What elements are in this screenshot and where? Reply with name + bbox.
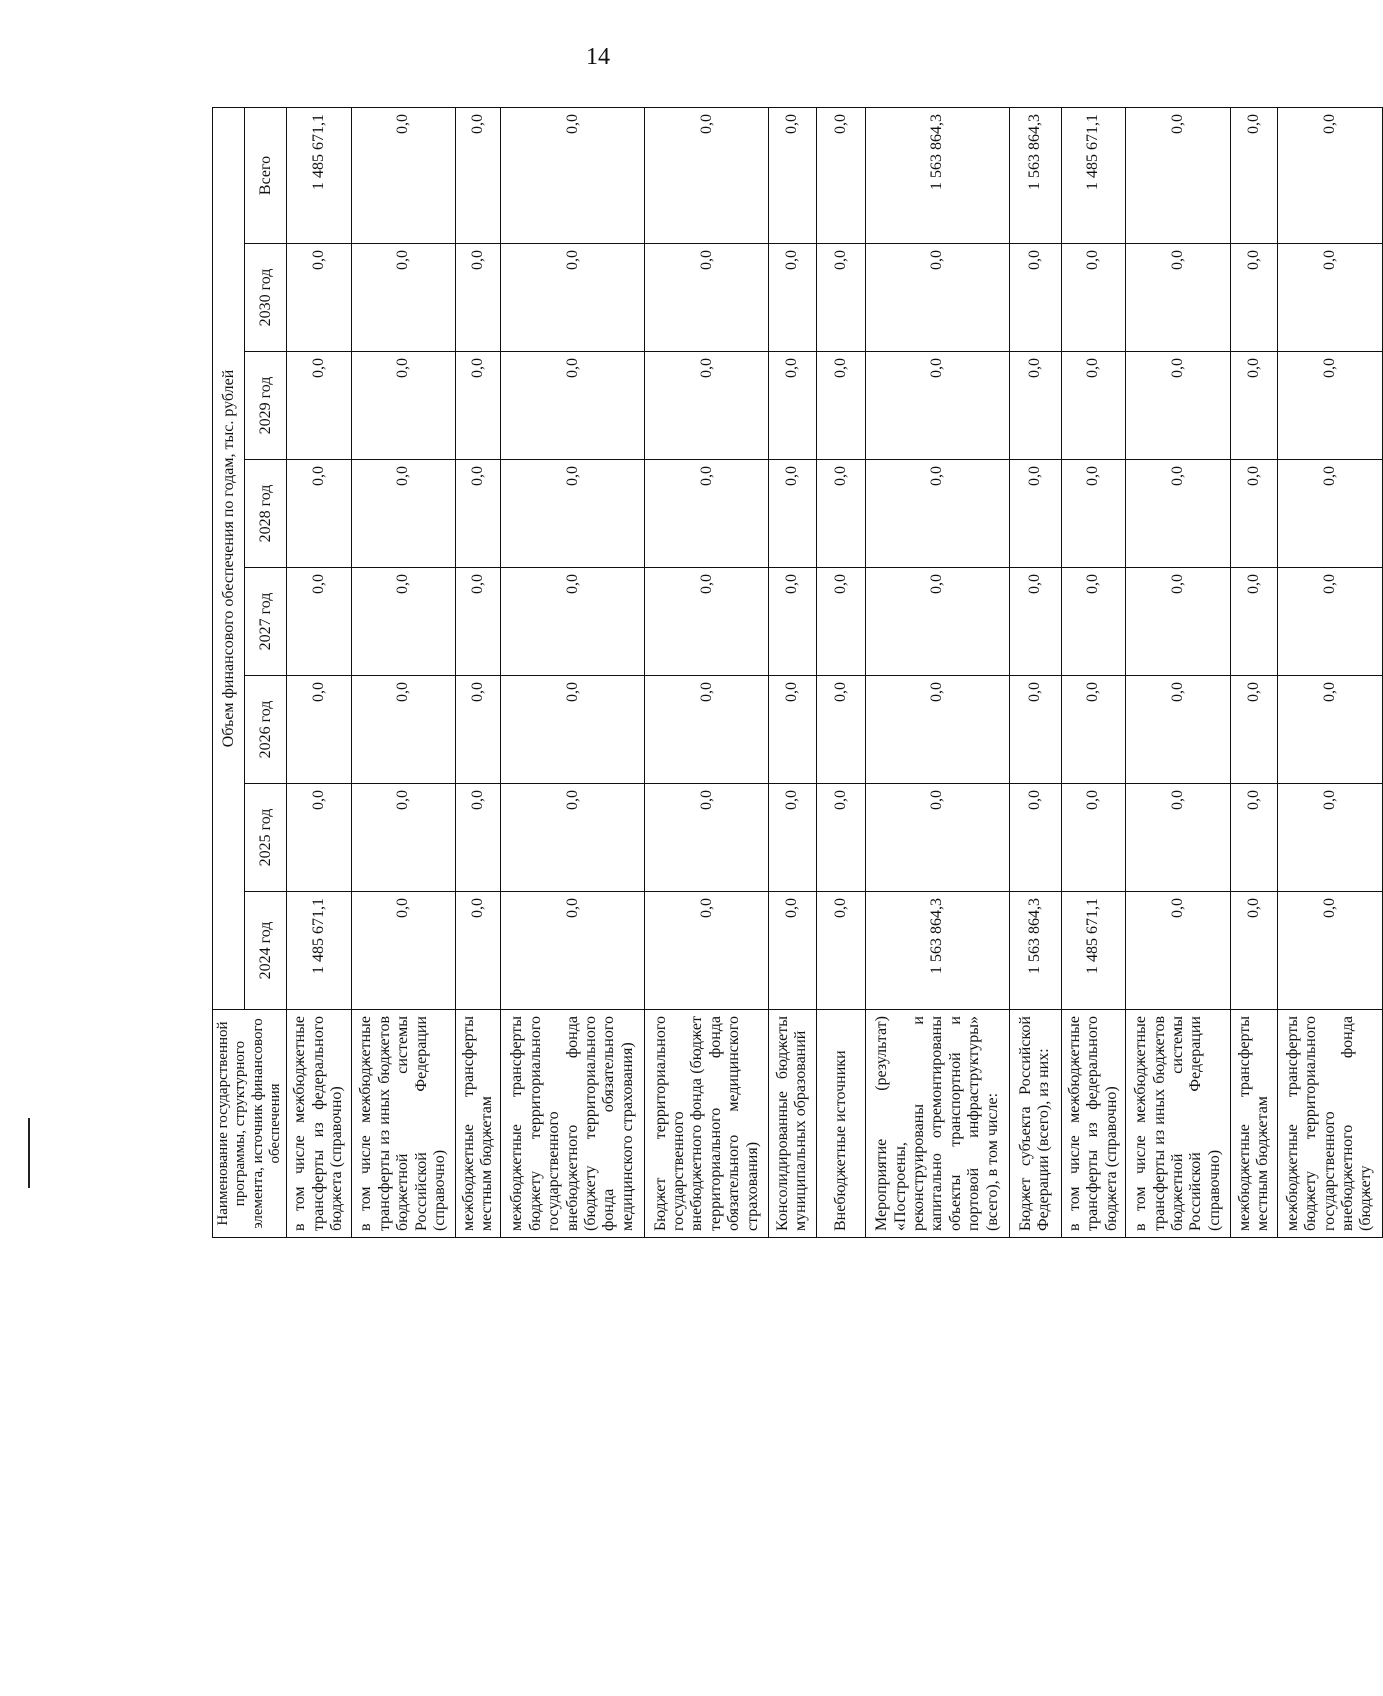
header-year-2028: 2028 год: [245, 460, 287, 568]
row-value: 0,0: [769, 676, 816, 784]
header-year-2027: 2027 год: [245, 568, 287, 676]
row-value: 0,0: [1230, 784, 1277, 892]
table-row: [1126, 107, 1230, 1237]
row-value: 0,0: [645, 352, 769, 460]
row-value: 0,0: [456, 784, 501, 892]
row-value: 0,0: [287, 352, 352, 460]
row-value: 0,0: [866, 352, 1010, 460]
row-value: 0,0: [456, 107, 501, 243]
row-value: 1 485 671,1: [287, 107, 352, 243]
row-value: 0,0: [645, 460, 769, 568]
row-value: 0,0: [769, 107, 816, 243]
row-value: 0,0: [1010, 352, 1062, 460]
row-value: 0,0: [351, 892, 455, 1010]
row-value: 0,0: [351, 676, 455, 784]
table-row: [1061, 107, 1126, 1237]
row-value: 0,0: [1230, 676, 1277, 784]
row-value: 0,0: [816, 892, 866, 1010]
row-value: 0,0: [816, 568, 866, 676]
row-value: 0,0: [866, 244, 1010, 352]
row-value: 0,0: [351, 460, 455, 568]
row-value: 0,0: [351, 568, 455, 676]
row-value: 0,0: [1061, 460, 1126, 568]
row-value: 0,0: [456, 676, 501, 784]
row-value: 0,0: [1010, 676, 1062, 784]
row-value: 0,0: [1278, 676, 1382, 784]
row-value: 0,0: [816, 784, 866, 892]
row-name: межбюджетные трансферты бюджету территориального государственного внебюджетного фонда (бюджету: [1278, 1010, 1382, 1238]
row-value: 0,0: [645, 892, 769, 1010]
row-name: в том числе межбюджетные трансферты из федерального бюджета (справочно): [287, 1010, 352, 1238]
row-value: 0,0: [1061, 352, 1126, 460]
row-value: 0,0: [351, 784, 455, 892]
row-value: 0,0: [1278, 352, 1382, 460]
row-value: 0,0: [456, 460, 501, 568]
row-value: 0,0: [1010, 784, 1062, 892]
row-value: 0,0: [287, 460, 352, 568]
header-year-total: Всего: [245, 107, 287, 243]
row-value: 0,0: [1230, 107, 1277, 243]
row-value: 0,0: [1126, 460, 1230, 568]
row-value: 0,0: [501, 460, 645, 568]
row-value: 0,0: [501, 676, 645, 784]
row-value: 0,0: [287, 784, 352, 892]
table-row: [645, 107, 769, 1237]
row-value: 0,0: [1061, 676, 1126, 784]
row-value: 0,0: [816, 244, 866, 352]
row-value: 0,0: [456, 352, 501, 460]
row-value: 0,0: [1126, 892, 1230, 1010]
row-value: 0,0: [501, 352, 645, 460]
row-value: 1 563 864,3: [866, 892, 1010, 1010]
row-value: 0,0: [1126, 244, 1230, 352]
rotated-table-container: [212, 108, 1375, 1238]
row-value: 0,0: [1230, 352, 1277, 460]
row-value: 0,0: [816, 676, 866, 784]
row-name: межбюджетные трансферты местным бюджетам: [1230, 1010, 1277, 1238]
table-row: [1278, 107, 1382, 1237]
row-value: 0,0: [1010, 460, 1062, 568]
row-name: в том числе межбюджетные трансферты из иных бюджетов бюджетной системы Российской Федерации (справочно): [351, 1010, 455, 1238]
row-value: 0,0: [287, 244, 352, 352]
row-value: 0,0: [769, 244, 816, 352]
header-year-2026: 2026 год: [245, 676, 287, 784]
table-row: [456, 107, 501, 1237]
row-value: 0,0: [456, 244, 501, 352]
row-name: Внебюджетные источники: [816, 1010, 866, 1238]
row-name: Бюджет территориального государственного внебюджетного фонда (бюджет территориального фонда обязательного медицинского страхования): [645, 1010, 769, 1238]
row-value: 0,0: [645, 784, 769, 892]
row-value: 0,0: [816, 460, 866, 568]
row-value: 0,0: [769, 892, 816, 1010]
header-year-2030: 2030 год: [245, 244, 287, 352]
row-name: в том числе межбюджетные трансферты из иных бюджетов бюджетной системы Российской Федерации (справочно): [1126, 1010, 1230, 1238]
row-value: 0,0: [1126, 352, 1230, 460]
row-value: 0,0: [1278, 460, 1382, 568]
financing-table: [212, 107, 1383, 1238]
row-value: 0,0: [1126, 676, 1230, 784]
row-value: 0,0: [866, 676, 1010, 784]
row-value: 0,0: [1278, 107, 1382, 243]
header-year-2029: 2029 год: [245, 352, 287, 460]
row-value: 0,0: [1278, 892, 1382, 1010]
table-row: [287, 107, 352, 1237]
table-row: [769, 107, 816, 1237]
row-name: Бюджет субъекта Российской Федерации (всего), из них:: [1010, 1010, 1062, 1238]
row-value: 0,0: [456, 568, 501, 676]
row-value: 0,0: [1230, 244, 1277, 352]
table-row: [866, 107, 1010, 1237]
row-value: 0,0: [1061, 244, 1126, 352]
row-value: 0,0: [866, 568, 1010, 676]
row-value: 1 485 671,1: [1061, 107, 1126, 243]
table-row: [351, 107, 455, 1237]
row-value: 0,0: [501, 244, 645, 352]
row-value: 0,0: [866, 784, 1010, 892]
row-value: 0,0: [645, 107, 769, 243]
row-value: 0,0: [1278, 568, 1382, 676]
row-value: 0,0: [1230, 568, 1277, 676]
row-name: межбюджетные трансферты местным бюджетам: [456, 1010, 501, 1238]
row-value: 0,0: [645, 676, 769, 784]
header-volume-group: Объем финансового обеспечения по годам, тыс. рублей: [213, 107, 245, 1009]
row-value: 1 485 671,1: [1061, 892, 1126, 1010]
row-value: 0,0: [1061, 568, 1126, 676]
scan-margin-mark: [28, 1118, 30, 1188]
row-value: 1 563 864,3: [866, 107, 1010, 243]
row-value: 0,0: [287, 568, 352, 676]
row-value: 0,0: [1126, 107, 1230, 243]
row-value: 0,0: [645, 568, 769, 676]
table-row: [1230, 107, 1277, 1237]
row-value: 0,0: [501, 892, 645, 1010]
header-name-column: Наименование государственной программы, структурного элемента, источник финансового обеспечения: [213, 1010, 287, 1238]
row-value: 0,0: [287, 676, 352, 784]
row-value: 1 563 864,3: [1010, 892, 1062, 1010]
row-value: 0,0: [1010, 568, 1062, 676]
row-name: в том числе межбюджетные трансферты из федерального бюджета (справочно): [1061, 1010, 1126, 1238]
row-value: 0,0: [816, 352, 866, 460]
row-value: 0,0: [351, 244, 455, 352]
row-value: 0,0: [1278, 244, 1382, 352]
row-name: Мероприятие (результат) «Построены, реконструированы и капитально отремонтированы объекты транспортной и портовой инфраструктуры» (всего), в том числе:: [866, 1010, 1010, 1238]
row-value: 0,0: [769, 784, 816, 892]
row-value: 0,0: [501, 568, 645, 676]
table-row: [1010, 107, 1062, 1237]
row-value: 0,0: [351, 352, 455, 460]
row-value: 0,0: [1126, 784, 1230, 892]
row-name: Консолидированные бюджеты муниципальных образований: [769, 1010, 816, 1238]
table-row: [816, 107, 866, 1237]
header-year-2024: 2024 год: [245, 892, 287, 1010]
row-value: 0,0: [769, 352, 816, 460]
header-year-2025: 2025 год: [245, 784, 287, 892]
row-value: 0,0: [1278, 784, 1382, 892]
row-value: 0,0: [456, 892, 501, 1010]
table-row: [501, 107, 645, 1237]
row-value: 0,0: [769, 568, 816, 676]
page-number: 14: [586, 44, 610, 70]
row-value: 0,0: [1126, 568, 1230, 676]
row-value: 1 563 864,3: [1010, 107, 1062, 243]
row-value: 0,0: [501, 784, 645, 892]
row-value: 0,0: [1061, 784, 1126, 892]
row-value: 0,0: [351, 107, 455, 243]
row-value: 0,0: [501, 107, 645, 243]
row-value: 0,0: [769, 460, 816, 568]
row-value: 0,0: [645, 244, 769, 352]
row-value: 1 485 671,1: [287, 892, 352, 1010]
row-value: 0,0: [1230, 460, 1277, 568]
row-value: 0,0: [1230, 892, 1277, 1010]
row-value: 0,0: [1010, 244, 1062, 352]
row-value: 0,0: [816, 107, 866, 243]
row-name: межбюджетные трансферты бюджету территориального государственного внебюджетного фонда (бюджету территориального фонда обязательного медицинского страхования): [501, 1010, 645, 1238]
row-value: 0,0: [866, 460, 1010, 568]
